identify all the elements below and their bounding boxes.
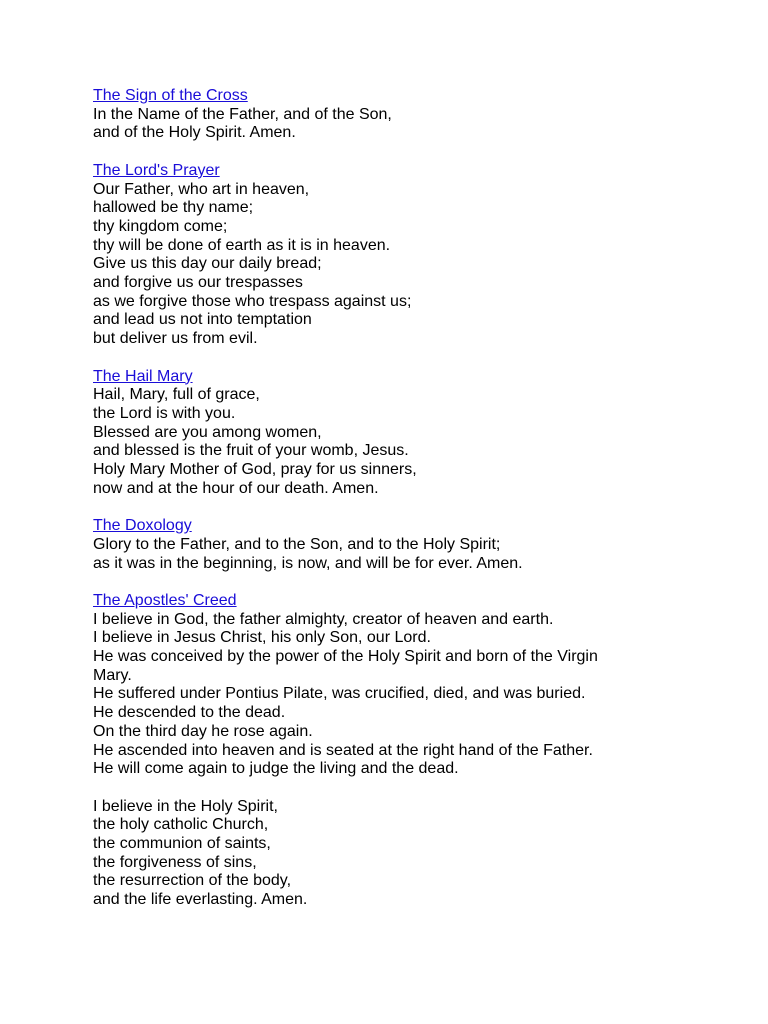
prayer-line: I believe in the Holy Spirit, [93, 797, 278, 815]
section-apostles-creed [93, 592, 753, 910]
prayer-line: the forgiveness of sins, [93, 853, 257, 871]
paragraph-gap [93, 779, 753, 798]
prayer-line: the holy catholic Church, [93, 816, 269, 834]
prayer-line: I believe in God, the father almighty, creator of heaven and earth. [93, 610, 554, 628]
section-hail-mary [93, 368, 753, 499]
prayer-line: the communion of saints, [93, 835, 271, 853]
prayer-line: He will come again to judge the living and the dead. [93, 760, 459, 778]
heading-link-doxology[interactable]: The Doxology [93, 517, 192, 535]
prayer-line: as we forgive those who trespass against us; [93, 292, 412, 310]
prayer-line: In the Name of the Father, and of the Son, [93, 105, 392, 123]
prayer-line: He descended to the dead. [93, 704, 286, 722]
prayer-line: the Lord is with you. [93, 404, 236, 422]
prayer-document [93, 87, 753, 929]
prayer-line: Give us this day our daily bread; [93, 255, 322, 273]
prayer-line: and blessed is the fruit of your womb, Jesus. [93, 442, 409, 460]
prayer-line: Our Father, who art in heaven, [93, 180, 310, 198]
prayer-line: He suffered under Pontius Pilate, was crucified, died, and was buried. [93, 685, 586, 703]
prayer-line: and lead us not into temptation [93, 311, 312, 329]
prayer-line: hallowed be thy name; [93, 199, 254, 217]
prayer-line: On the third day he rose again. [93, 722, 313, 740]
prayer-line: now and at the hour of our death. Amen. [93, 479, 379, 497]
prayer-line: Blessed are you among women, [93, 423, 322, 441]
prayer-line: Mary. [93, 666, 132, 684]
heading-link-lords-prayer[interactable]: The Lord's Prayer [93, 161, 220, 179]
heading-link-sign-of-the-cross[interactable]: The Sign of the Cross [93, 87, 248, 104]
prayer-line: Holy Mary Mother of God, pray for us sinners, [93, 461, 417, 479]
prayer-line: as it was in the beginning, is now, and will be for ever. Amen. [93, 554, 523, 572]
prayer-line: He ascended into heaven and is seated at the right hand of the Father. [93, 741, 593, 759]
prayer-line: and forgive us our trespasses [93, 274, 303, 292]
prayer-line: and of the Holy Spirit. Amen. [93, 124, 296, 142]
prayer-line: thy will be done of earth as it is in heaven. [93, 236, 391, 254]
heading-link-apostles-creed[interactable]: The Apostles' Creed [93, 591, 237, 609]
prayer-line: Hail, Mary, full of grace, [93, 386, 260, 404]
prayer-line: thy kingdom come; [93, 217, 228, 235]
prayer-line: He was conceived by the power of the Holy Spirit and born of the Virgin [93, 648, 598, 666]
heading-link-hail-mary[interactable]: The Hail Mary [93, 367, 193, 385]
section-lords-prayer [93, 162, 753, 349]
prayer-line: but deliver us from evil. [93, 330, 258, 348]
prayer-line: I believe in Jesus Christ, his only Son, our Lord. [93, 629, 431, 647]
prayer-line: the resurrection of the body, [93, 872, 292, 890]
prayer-line: Glory to the Father, and to the Son, and to the Holy Spirit; [93, 535, 501, 553]
prayer-line: and the life everlasting. Amen. [93, 891, 308, 909]
section-sign-of-the-cross [93, 87, 753, 143]
section-doxology [93, 517, 753, 573]
